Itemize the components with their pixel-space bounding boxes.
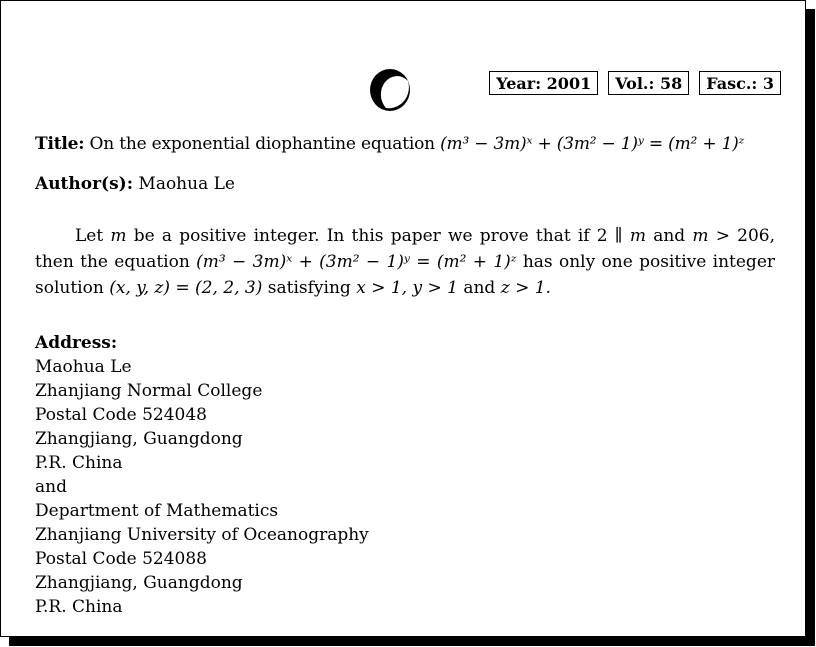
address-line: Zhanjiang Normal College <box>35 381 263 401</box>
fascicle-box: Fasc.: 3 <box>699 71 781 95</box>
address-line: P.R. China <box>35 453 123 473</box>
abstract-paragraph <box>35 223 775 301</box>
author-label: Author(s): <box>35 174 133 194</box>
condition-expression: z > 1. <box>500 278 551 298</box>
condition-expression: x > 1, y > 1 <box>356 278 458 298</box>
address-label: Address: <box>35 333 118 353</box>
address-line: Zhangjiang, Guangdong <box>35 429 243 449</box>
year-box: Year: 2001 <box>489 71 598 95</box>
address-line: Maohua Le <box>35 357 132 377</box>
author-line <box>35 174 235 194</box>
half-moon-circle-logo <box>368 67 412 113</box>
abstract-text: be a positive integer. In this paper we prove that if 2 ∥ <box>133 226 623 246</box>
math-variable: m <box>629 226 646 246</box>
title-text: On the exponential diophantine equation <box>89 134 435 154</box>
abstract-text: has only one positive integer solution <box>35 252 776 298</box>
address-line: Department of Mathematics <box>35 501 279 521</box>
title-equation: (m³ − 3m)ˣ + (3m² − 1)ʸ = (m² + 1)ᶻ <box>440 134 745 154</box>
address-lines <box>35 355 369 619</box>
abstract-text: and <box>463 278 496 298</box>
abstract-text: > 206, then the equation <box>35 226 775 272</box>
volume-box: Vol.: 58 <box>608 71 689 95</box>
math-variable: m <box>110 226 127 246</box>
address-line: Postal Code 524048 <box>35 405 208 425</box>
address-block <box>35 331 369 619</box>
abstract-text: Let <box>75 226 104 246</box>
issue-metadata <box>489 71 781 95</box>
math-variable: m <box>692 226 709 246</box>
address-line: Zhangjiang, Guangdong <box>35 573 243 593</box>
address-line: and <box>35 477 67 497</box>
author-name: Maohua Le <box>138 174 235 194</box>
address-line: P.R. China <box>35 597 123 617</box>
solution-expression: (x, y, z) = (2, 2, 3) <box>109 278 263 298</box>
title-line <box>35 134 805 154</box>
title-label: Title: <box>35 134 85 154</box>
abstract-text: satisfying <box>267 278 351 298</box>
abstract-text: and <box>653 226 686 246</box>
address-line: Zhanjiang University of Oceanography <box>35 525 369 545</box>
address-line: Postal Code 524088 <box>35 549 208 569</box>
abstract-equation: (m³ − 3m)ˣ + (3m² − 1)ʸ = (m² + 1)ᶻ <box>196 252 517 272</box>
